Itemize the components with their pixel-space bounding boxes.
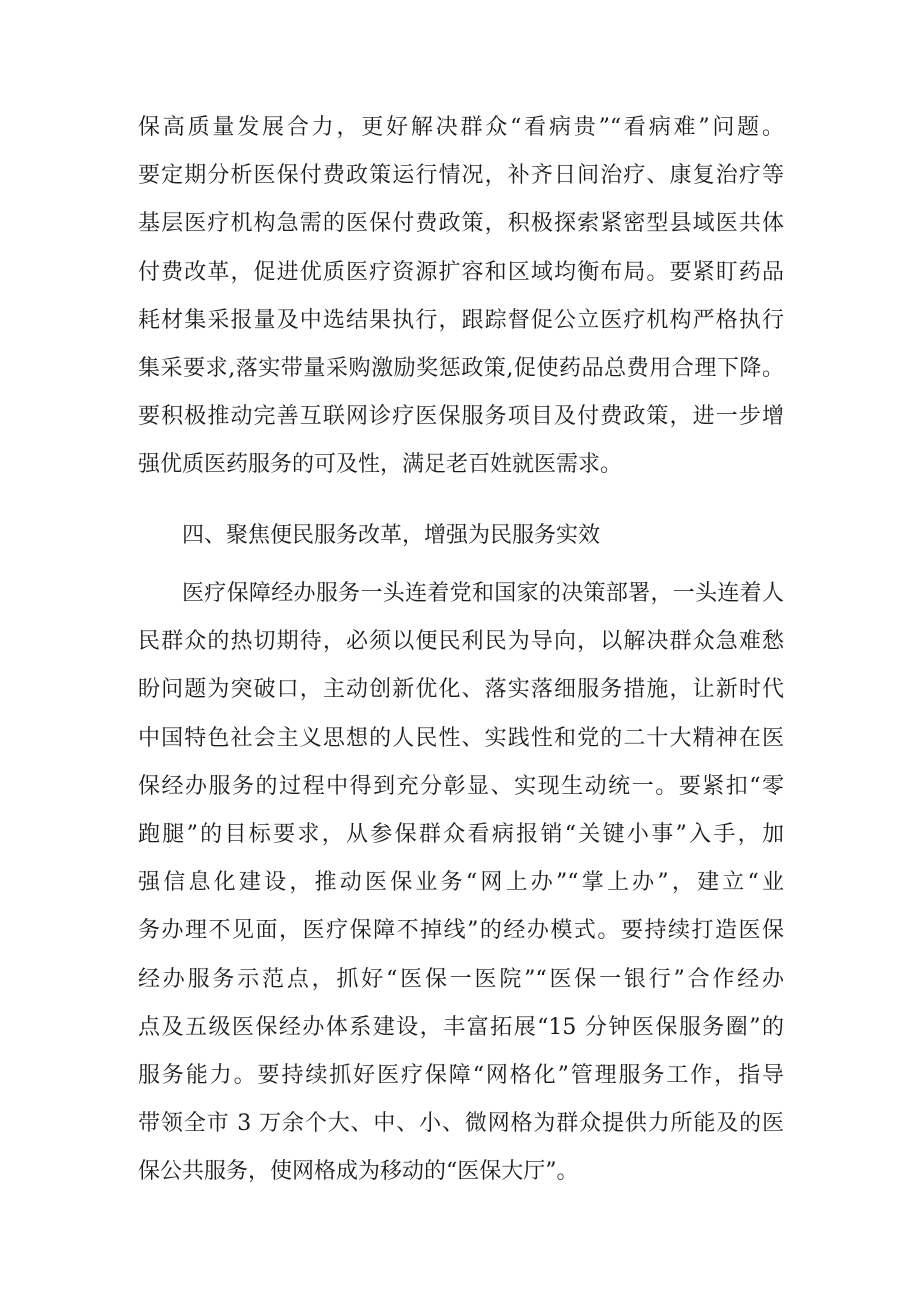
section-heading: 四、聚焦便民服务改革，增强为民服务实效: [182, 523, 601, 548]
paragraph-1-line: 要积极推动完善互联网诊疗医保服务项目及付费政策，进一步增: [138, 404, 784, 430]
paragraph-1: [138, 104, 784, 490]
paragraph-2-line: 务办理不见面，医疗保障不掉线”的经办模式。要持续打造医保: [138, 918, 784, 944]
paragraph-2-line: 经办服务示范点，抓好“医保一医院”“医保一银行”合作经办: [138, 966, 784, 992]
paragraph-2-line: 强信息化建设，推动医保业务“网上办”“掌上办”，建立“业: [138, 870, 784, 896]
paragraph-2-line: 点及五级医保经办体系建设，丰富拓展“15 分钟医保服务圈”的: [138, 1014, 784, 1040]
paragraph-2-line: 盼问题为突破口，主动创新优化、落实落细服务措施，让新时代: [138, 677, 784, 703]
paragraph-1-line: 集采要求,落实带量采购激励奖惩政策,促使药品总费用合理下降。: [138, 355, 784, 381]
paragraph-2-line: 跑腿”的目标要求，从参保群众看病报销“关键小事”入手，加: [138, 821, 784, 847]
paragraph-1-line: 基层医疗机构急需的医保付费政策，积极探索紧密型县域医共体: [138, 211, 784, 237]
paragraph-1-line: 强优质医药服务的可及性，满足老百姓就医需求。: [138, 452, 623, 478]
paragraph-2-line: 服务能力。要持续抓好医疗保障“网格化”管理服务工作，指导: [138, 1062, 784, 1088]
paragraph-2-line: 保公共服务，使网格成为移动的“医保大厅”。: [138, 1159, 579, 1185]
paragraph-2-line: 医疗保障经办服务一头连着党和国家的决策部署，一头连着人: [182, 581, 784, 606]
paragraph-2-line: 中国特色社会主义思想的人民性、实践性和党的二十大精神在医: [138, 725, 784, 751]
paragraph-2-line: 带领全市 3 万余个大、中、小、微网格为群众提供力所能及的医: [138, 1111, 784, 1137]
paragraph-1-line: 付费改革，促进优质医疗资源扩容和区域均衡布局。要紧盯药品: [138, 259, 784, 285]
paragraph-2-line: 保经办服务的过程中得到充分彰显、实现生动统一。要紧扣“零: [138, 773, 784, 799]
paragraph-1-line: 保高质量发展合力，更好解决群众“看病贵”“看病难”问题。: [138, 115, 784, 140]
paragraph-1-line: 耗材集采报量及中选结果执行，跟踪督促公立医疗机构严格执行: [138, 307, 784, 333]
paragraph-2: [138, 570, 784, 1196]
paragraph-1-line: 要定期分析医保付费政策运行情况，补齐日间治疗、康复治疗等: [138, 163, 784, 189]
paragraph-2-line: 民群众的热切期待，必须以便民利民为导向，以解决群众急难愁: [138, 629, 784, 655]
